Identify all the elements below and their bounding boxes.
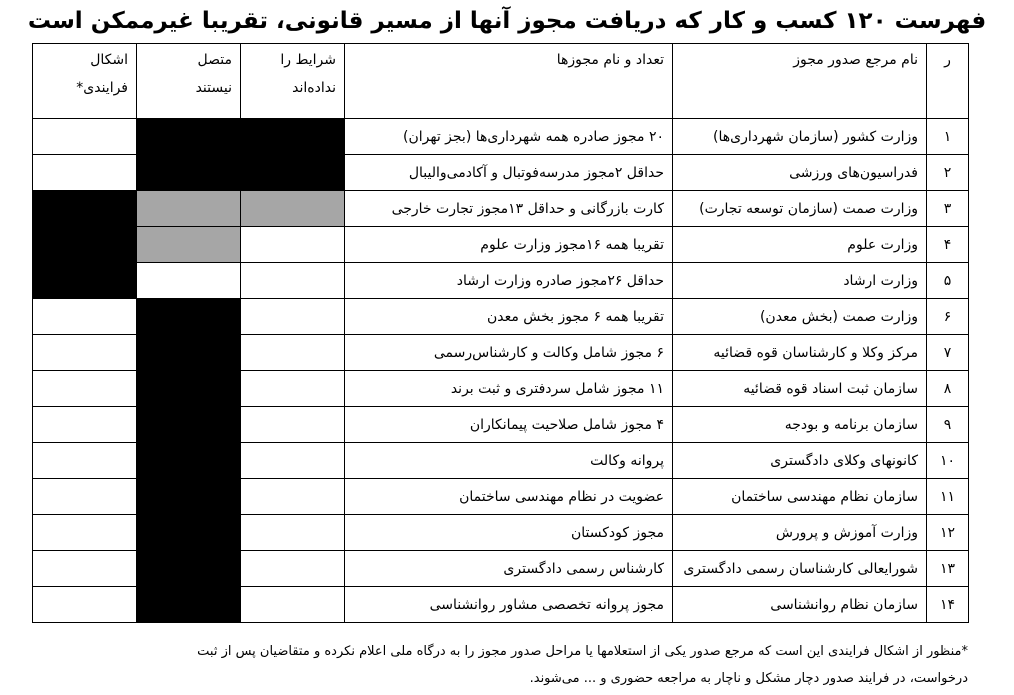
status-cell-connected xyxy=(137,155,241,191)
row-authority: مرکز وکلا و کارشناسان قوه قضائیه xyxy=(673,335,927,371)
row-authority: وزارت صمت (سازمان توسعه تجارت) xyxy=(673,191,927,227)
status-cell-conditions xyxy=(241,191,345,227)
status-cell-conditions xyxy=(241,479,345,515)
header-index: ر xyxy=(927,44,969,119)
status-cell-conditions xyxy=(241,155,345,191)
row-index: ۲ xyxy=(927,155,969,191)
header-conditions-line1: شرایط را xyxy=(280,52,336,68)
status-cell-conditions xyxy=(241,335,345,371)
status-cell-procedural xyxy=(33,191,137,227)
status-cell-connected xyxy=(137,587,241,623)
header-connected-line1: متصل xyxy=(197,52,232,68)
header-procedural-line1: اشکال xyxy=(90,52,128,68)
row-authority: سازمان برنامه و بودجه xyxy=(673,407,927,443)
status-cell-connected xyxy=(137,479,241,515)
table-row xyxy=(33,551,969,587)
status-cell-connected xyxy=(137,515,241,551)
row-authority: شورایعالی کارشناسان رسمی دادگستری xyxy=(673,551,927,587)
row-authority: فدراسیون‌های ورزشی xyxy=(673,155,927,191)
row-index: ۱۰ xyxy=(927,443,969,479)
footnote-line2: درخواست، در فرایند صدور دچار مشکل و ناچار به مراجعه حضوری و ... می‌شوند. xyxy=(529,671,968,686)
row-index: ۱ xyxy=(927,119,969,155)
row-index: ۶ xyxy=(927,299,969,335)
status-cell-procedural xyxy=(33,443,137,479)
header-conditions xyxy=(241,44,345,119)
status-cell-connected xyxy=(137,371,241,407)
status-cell-conditions xyxy=(241,371,345,407)
row-index: ۱۴ xyxy=(927,587,969,623)
row-licenses: کارت بازرگانی و حداقل ۱۳مجوز تجارت خارجی xyxy=(345,191,673,227)
status-cell-procedural xyxy=(33,371,137,407)
row-index: ۵ xyxy=(927,263,969,299)
page-title: فهرست ۱۲۰ کسب و کار که دریافت مجوز آنها از مسیر قانونی، تقریبا غیرممکن است xyxy=(27,8,987,34)
header-authority: نام مرجع صدور مجوز xyxy=(673,44,927,119)
row-authority: وزارت ارشاد xyxy=(673,263,927,299)
row-authority: سازمان ثبت اسناد قوه قضائیه xyxy=(673,371,927,407)
row-licenses: ۱۱ مجوز شامل سردفتری و ثبت برند xyxy=(345,371,673,407)
row-index: ۱۳ xyxy=(927,551,969,587)
table-row xyxy=(33,443,969,479)
table-row xyxy=(33,371,969,407)
row-index: ۹ xyxy=(927,407,969,443)
status-cell-connected xyxy=(137,335,241,371)
table-row xyxy=(33,155,969,191)
row-index: ۷ xyxy=(927,335,969,371)
header-row xyxy=(33,44,969,119)
status-cell-conditions xyxy=(241,515,345,551)
table-row xyxy=(33,335,969,371)
status-cell-connected xyxy=(137,191,241,227)
table-row xyxy=(33,587,969,623)
table-row xyxy=(33,263,969,299)
status-cell-connected xyxy=(137,263,241,299)
row-licenses: تقریبا همه ۶ مجوز بخش معدن xyxy=(345,299,673,335)
license-table xyxy=(32,43,969,623)
row-licenses: حداقل ۲مجوز مدرسه‌فوتبال و آکادمی‌والیبال xyxy=(345,155,673,191)
row-licenses: ۲۰ مجوز صادره همه شهرداری‌ها (بجز تهران) xyxy=(345,119,673,155)
status-cell-conditions xyxy=(241,551,345,587)
status-cell-connected xyxy=(137,227,241,263)
status-cell-connected xyxy=(137,119,241,155)
row-index: ۱۲ xyxy=(927,515,969,551)
status-cell-procedural xyxy=(33,587,137,623)
row-licenses: پروانه وکالت xyxy=(345,443,673,479)
row-authority: وزارت آموزش و پرورش xyxy=(673,515,927,551)
status-cell-procedural xyxy=(33,479,137,515)
row-authority: سازمان نظام روانشناسی xyxy=(673,587,927,623)
header-connected-line2: نیستند xyxy=(195,80,232,96)
table-row xyxy=(33,407,969,443)
row-authority: وزارت صمت (بخش معدن) xyxy=(673,299,927,335)
status-cell-procedural xyxy=(33,155,137,191)
row-licenses: ۴ مجوز شامل صلاحیت پیمانکاران xyxy=(345,407,673,443)
status-cell-procedural xyxy=(33,119,137,155)
row-authority: وزارت کشور (سازمان شهرداری‌ها) xyxy=(673,119,927,155)
status-cell-conditions xyxy=(241,299,345,335)
row-licenses: عضویت در نظام مهندسی ساختمان xyxy=(345,479,673,515)
row-index: ۳ xyxy=(927,191,969,227)
status-cell-procedural xyxy=(33,335,137,371)
row-licenses: ۶ مجوز شامل وکالت و کارشناس‌رسمی xyxy=(345,335,673,371)
footnote-line1: *منظور از اشکال فرایندی این است که مرجع صدور یکی از استعلامها یا مراحل صدور مجوز را به درگاه ملی اعلام نکرده و متقاضیان پس از ثبت xyxy=(197,644,968,659)
row-licenses: کارشناس رسمی دادگستری xyxy=(345,551,673,587)
status-cell-procedural xyxy=(33,299,137,335)
row-index: ۸ xyxy=(927,371,969,407)
status-cell-procedural xyxy=(33,407,137,443)
header-conditions-line2: نداده‌اند xyxy=(292,80,336,96)
header-procedural xyxy=(33,44,137,119)
header-connected xyxy=(137,44,241,119)
status-cell-procedural xyxy=(33,515,137,551)
status-cell-conditions xyxy=(241,119,345,155)
table-row xyxy=(33,479,969,515)
row-index: ۴ xyxy=(927,227,969,263)
status-cell-procedural xyxy=(33,227,137,263)
table-row xyxy=(33,515,969,551)
status-cell-connected xyxy=(137,407,241,443)
table-row xyxy=(33,191,969,227)
row-licenses: مجوز کودکستان xyxy=(345,515,673,551)
status-cell-procedural xyxy=(33,263,137,299)
row-authority: کانونهای وکلای دادگستری xyxy=(673,443,927,479)
status-cell-procedural xyxy=(33,551,137,587)
status-cell-conditions xyxy=(241,407,345,443)
footnote xyxy=(28,638,968,692)
header-licenses: تعداد و نام مجوزها xyxy=(345,44,673,119)
status-cell-connected xyxy=(137,299,241,335)
row-licenses: حداقل ۲۶مجوز صادره وزارت ارشاد xyxy=(345,263,673,299)
status-cell-connected xyxy=(137,551,241,587)
status-cell-conditions xyxy=(241,227,345,263)
table-row xyxy=(33,299,969,335)
table-row xyxy=(33,227,969,263)
status-cell-conditions xyxy=(241,587,345,623)
row-authority: سازمان نظام مهندسی ساختمان xyxy=(673,479,927,515)
status-cell-connected xyxy=(137,443,241,479)
table-row xyxy=(33,119,969,155)
status-cell-conditions xyxy=(241,263,345,299)
row-index: ۱۱ xyxy=(927,479,969,515)
header-procedural-line2: فرایندی* xyxy=(76,80,128,96)
row-licenses: تقریبا همه ۱۶مجوز وزارت علوم xyxy=(345,227,673,263)
row-licenses: مجوز پروانه تخصصی مشاور روانشناسی xyxy=(345,587,673,623)
status-cell-conditions xyxy=(241,443,345,479)
row-authority: وزارت علوم xyxy=(673,227,927,263)
